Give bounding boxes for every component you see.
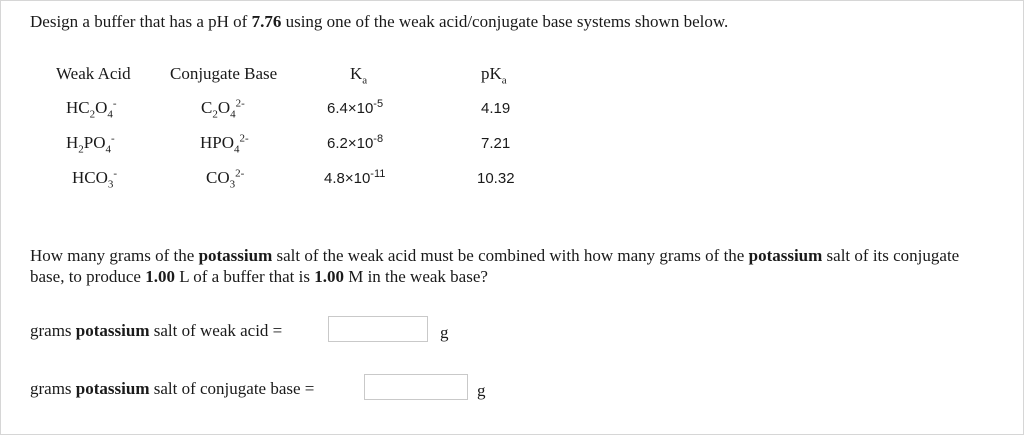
prompt-text <box>30 12 728 32</box>
header-conjugate-base: Conjugate Base <box>170 64 278 83</box>
row-3-pka: 10.32 <box>477 170 515 187</box>
answer-label-conjugate-base: grams potassium salt of conjugate base = <box>30 379 315 398</box>
prompt-before: Design a buffer that has a pH of <box>30 12 252 31</box>
header-ka <box>350 64 368 87</box>
row-3-acid: $HCO_3^-$ <box>72 167 118 191</box>
header-pka <box>481 64 507 87</box>
row-2-ka: $6.2\times 10^{-8}$ <box>327 133 384 152</box>
row-1-base: $C_2O_4^{2-}$ <box>201 97 245 121</box>
weak-acid-grams-input[interactable] <box>328 316 428 342</box>
row-3-base: $CO_3^{2-}$ <box>206 167 245 191</box>
header-ka-sub: a <box>362 74 368 87</box>
row-1-pka: 4.19 <box>481 100 511 117</box>
header-pka-symbol: pK <box>481 64 502 83</box>
header-ka-symbol: K <box>350 64 363 83</box>
conjugate-base-unit: g <box>477 381 486 400</box>
row-2-base: $HPO_4^{2-}$ <box>200 132 249 156</box>
question-text: How many grams of the potassium salt of the weak acid must be combined with how many grams of the potassium salt of its conjugate base, to produce 1.00 L of a buffer that is 1.00 M in the weak base? <box>30 246 960 286</box>
prompt-after: using one of the weak acid/conjugate base systems shown below. <box>281 12 729 31</box>
prompt-ph-value: 7.76 <box>251 12 282 31</box>
weak-acid-unit: g <box>440 323 449 342</box>
row-2-acid: $H_2PO_4^-$ <box>66 132 115 156</box>
answer-label-weak-acid: grams potassium salt of weak acid = <box>30 321 283 340</box>
row-1-ka: $6.4\times 10^{-5}$ <box>327 98 384 117</box>
row-1-acid: $HC_2O_4^-$ <box>66 97 117 121</box>
row-2-pka: 7.21 <box>481 135 511 152</box>
header-pka-sub: a <box>501 74 507 87</box>
conjugate-base-grams-input[interactable] <box>364 374 468 400</box>
row-3-ka: $4.8\times 10^{-11}$ <box>324 168 386 187</box>
header-weak-acid: Weak Acid <box>56 64 131 83</box>
